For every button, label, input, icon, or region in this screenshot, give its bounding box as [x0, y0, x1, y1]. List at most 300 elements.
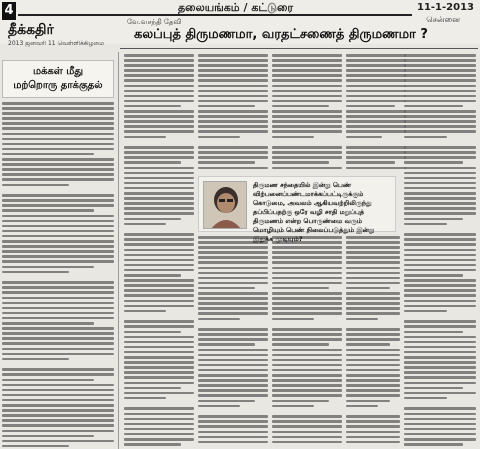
text-line — [198, 251, 268, 254]
text-line — [272, 146, 342, 149]
text-line — [124, 320, 194, 323]
text-line — [346, 161, 395, 164]
text-line — [346, 364, 400, 367]
text-line — [198, 312, 268, 315]
text-line — [198, 307, 268, 310]
text-line — [272, 115, 342, 118]
text-line — [404, 407, 476, 410]
text-line — [124, 223, 166, 226]
text-line — [2, 194, 114, 197]
text-line — [2, 419, 114, 422]
text-line — [272, 400, 329, 403]
text-line — [346, 379, 400, 382]
text-line — [2, 317, 114, 320]
text-line — [272, 405, 314, 408]
text-line — [124, 305, 194, 308]
text-line — [272, 64, 342, 67]
text-line — [2, 307, 114, 310]
text-line — [404, 69, 476, 72]
article-column-3-bottom-text — [272, 236, 342, 443]
text-line — [404, 443, 463, 446]
text-line — [346, 115, 406, 118]
text-line — [272, 95, 342, 98]
text-line — [272, 410, 342, 413]
text-line — [404, 428, 476, 431]
text-line — [404, 223, 447, 226]
text-line — [404, 346, 476, 349]
text-line — [346, 130, 406, 133]
text-line — [404, 151, 476, 154]
text-line — [404, 79, 476, 82]
article-column-4-bottom — [346, 236, 400, 449]
text-line — [404, 254, 476, 257]
text-line — [124, 243, 194, 246]
text-line — [124, 418, 194, 421]
text-line — [198, 272, 268, 275]
text-line — [124, 443, 181, 446]
text-line — [198, 343, 255, 346]
text-line — [346, 338, 400, 341]
text-line — [124, 182, 194, 185]
text-line — [272, 359, 342, 362]
text-line — [272, 369, 342, 372]
text-line — [272, 167, 342, 170]
text-line — [124, 95, 194, 98]
text-line — [346, 167, 406, 170]
text-line — [346, 394, 400, 397]
text-line — [272, 394, 342, 397]
text-line — [2, 220, 114, 223]
text-line — [124, 64, 194, 67]
text-line — [2, 430, 114, 433]
text-line — [404, 274, 463, 277]
text-line — [124, 105, 181, 108]
headline-rule — [120, 48, 478, 49]
text-line — [2, 337, 114, 340]
editorial-headline-line-2: மற்றொரு தாக்குதல் — [13, 80, 103, 91]
text-line — [404, 218, 463, 221]
text-line — [124, 151, 194, 154]
text-line — [124, 438, 194, 441]
text-line — [346, 272, 400, 275]
text-line — [124, 85, 194, 88]
text-line — [404, 95, 476, 98]
text-line — [2, 215, 114, 218]
text-line — [272, 425, 342, 428]
text-line — [404, 305, 476, 308]
text-line — [404, 320, 476, 323]
text-line — [198, 110, 268, 113]
editorial-column — [2, 60, 114, 449]
text-line — [124, 120, 194, 123]
text-line — [2, 240, 114, 243]
text-line — [124, 315, 194, 318]
text-line — [124, 202, 194, 205]
text-line — [2, 107, 114, 110]
text-line — [404, 341, 476, 344]
text-line — [272, 105, 329, 108]
text-line — [404, 331, 463, 334]
text-line — [2, 204, 114, 207]
text-line — [198, 441, 268, 444]
text-line — [198, 431, 268, 434]
text-line — [404, 315, 476, 318]
editorial-headline — [2, 60, 114, 98]
text-line — [346, 64, 406, 67]
pull-quote-text: திருமண சந்தையில் இன்று பெண் விற்பனைப்பண்டமாக்கப்பட்டிருக்கும் கொடுமை, அவலம் ஆகியவற்றிலிருந்து தப்பிப்பதற்கு ஒரே வழி சாதி மறுப்புத் திருமணம் என்ற பொருண்மை வரும் மொழியும் பெண் நிலைப்படுத்தும் இன்று இதுக்க முடியும்? — [253, 181, 375, 243]
text-line — [404, 289, 476, 292]
text-line — [2, 133, 114, 136]
text-line — [346, 307, 400, 310]
text-line — [404, 382, 476, 385]
page-header — [0, 0, 480, 47]
text-line — [272, 307, 342, 310]
text-line — [198, 400, 255, 403]
text-line — [124, 366, 194, 369]
text-line — [404, 64, 476, 67]
text-line — [404, 141, 476, 144]
text-line — [124, 197, 194, 200]
text-line — [2, 189, 114, 192]
text-line — [124, 274, 181, 277]
text-line — [2, 153, 94, 156]
text-line — [124, 156, 194, 159]
text-line — [272, 267, 342, 270]
text-line — [2, 143, 114, 146]
author-photo — [203, 181, 247, 229]
text-line — [124, 207, 194, 210]
text-line — [124, 233, 194, 236]
text-line — [272, 415, 342, 418]
text-line — [346, 261, 400, 264]
text-line — [346, 85, 406, 88]
text-line — [272, 79, 342, 82]
text-line — [404, 264, 476, 267]
text-line — [124, 428, 194, 431]
text-line — [404, 371, 476, 374]
text-line — [2, 271, 69, 274]
text-line — [2, 112, 114, 115]
text-line — [346, 441, 400, 444]
text-line — [404, 115, 476, 118]
text-line — [2, 260, 114, 263]
text-line — [2, 102, 114, 105]
text-line — [198, 115, 268, 118]
text-line — [272, 297, 342, 300]
text-line — [346, 369, 400, 372]
text-line — [124, 336, 194, 339]
issue-date: 11-1-2013 — [416, 2, 474, 13]
text-line — [198, 420, 268, 423]
text-line — [124, 331, 181, 334]
text-line — [124, 59, 194, 62]
text-line — [124, 125, 194, 128]
text-line — [346, 110, 406, 113]
text-line — [124, 346, 194, 349]
text-line — [404, 90, 476, 93]
text-line — [124, 69, 194, 72]
text-line — [272, 318, 314, 321]
text-line — [404, 125, 476, 128]
text-line — [346, 90, 406, 93]
text-line — [124, 136, 166, 139]
text-line — [346, 287, 390, 290]
masthead-subline: 2013 ஜனவரி 11 வெள்ளிக்கிழமை — [8, 40, 105, 47]
text-line — [124, 115, 194, 118]
text-line — [272, 85, 342, 88]
text-line — [2, 373, 114, 376]
article-column-1 — [124, 54, 194, 449]
text-line — [2, 440, 114, 443]
text-line — [198, 287, 255, 290]
article-column-5-text — [404, 54, 476, 446]
text-line — [272, 256, 342, 259]
text-line — [124, 146, 194, 149]
text-line — [346, 256, 400, 259]
pull-quote-box — [198, 176, 396, 243]
text-line — [272, 349, 342, 352]
text-line — [272, 364, 342, 367]
text-line — [198, 141, 268, 144]
text-line — [346, 420, 400, 423]
article-column-2-top — [198, 54, 268, 174]
text-line — [198, 349, 268, 352]
text-line — [346, 146, 406, 149]
text-line — [124, 284, 194, 287]
text-line — [198, 261, 268, 264]
text-line — [2, 184, 69, 187]
text-line — [198, 74, 268, 77]
text-line — [124, 289, 194, 292]
text-line — [404, 172, 476, 175]
text-line — [198, 161, 255, 164]
text-line — [346, 79, 406, 82]
text-line — [272, 90, 342, 93]
text-line — [2, 291, 114, 294]
text-line — [124, 269, 194, 272]
text-line — [124, 254, 194, 257]
text-line — [124, 187, 194, 190]
text-line — [272, 333, 342, 336]
text-line — [346, 436, 400, 439]
text-line — [404, 85, 476, 88]
text-line — [2, 138, 114, 141]
text-line — [198, 130, 268, 133]
text-line — [346, 246, 400, 249]
article-column-2-bottom — [198, 236, 268, 449]
text-line — [272, 100, 342, 103]
text-line — [2, 358, 69, 361]
text-line — [198, 359, 268, 362]
text-line — [272, 338, 342, 341]
text-line — [346, 141, 406, 144]
text-line — [124, 376, 194, 379]
text-line — [404, 243, 476, 246]
article-column-2-top-text — [198, 54, 268, 169]
text-line — [198, 379, 268, 382]
text-line — [2, 302, 114, 305]
text-line — [198, 436, 268, 439]
text-line — [198, 374, 268, 377]
text-line — [198, 100, 268, 103]
text-line — [2, 173, 114, 176]
text-line — [404, 387, 463, 390]
article-column-3-top — [272, 54, 342, 174]
text-line — [198, 410, 268, 413]
article-column-3-bottom — [272, 236, 342, 449]
text-line — [404, 110, 476, 113]
text-line — [272, 374, 342, 377]
editorial-headline-line-1: மக்கள் மீது — [32, 66, 84, 77]
text-line — [198, 69, 268, 72]
text-line — [124, 279, 194, 282]
text-line — [2, 312, 114, 315]
text-line — [346, 151, 406, 154]
text-line — [346, 425, 400, 428]
text-line — [2, 122, 114, 125]
text-line — [198, 302, 268, 305]
text-line — [2, 435, 94, 438]
text-line — [2, 399, 114, 402]
text-line — [198, 85, 268, 88]
text-line — [2, 281, 114, 284]
text-line — [124, 387, 181, 390]
text-line — [198, 64, 268, 67]
text-line — [2, 342, 114, 345]
text-line — [404, 105, 463, 108]
text-line — [2, 322, 94, 325]
text-line — [272, 141, 342, 144]
text-line — [404, 207, 476, 210]
text-line — [346, 354, 400, 357]
text-line — [346, 282, 400, 285]
text-line — [124, 54, 194, 57]
text-line — [2, 384, 114, 387]
text-line — [404, 325, 476, 328]
text-line — [198, 394, 268, 397]
text-line — [346, 59, 406, 62]
text-line — [198, 354, 268, 357]
text-line — [124, 325, 194, 328]
text-line — [124, 212, 194, 215]
text-line — [272, 125, 342, 128]
text-line — [2, 148, 114, 151]
text-line — [2, 178, 114, 181]
text-line — [272, 323, 342, 326]
text-line — [272, 161, 329, 164]
text-line — [346, 400, 390, 403]
text-line — [346, 251, 400, 254]
text-line — [346, 69, 406, 72]
text-line — [198, 405, 240, 408]
text-line — [404, 423, 476, 426]
text-line — [272, 436, 342, 439]
text-line — [198, 105, 255, 108]
text-line — [404, 212, 476, 215]
text-line — [272, 328, 342, 331]
text-line — [404, 74, 476, 77]
text-line — [124, 74, 194, 77]
text-line — [124, 397, 166, 400]
text-line — [124, 249, 194, 252]
article-byline: வே.வசந்தி தேவி — [127, 18, 182, 26]
text-line — [346, 54, 406, 57]
text-line — [272, 441, 342, 444]
text-line — [2, 297, 114, 300]
text-line — [124, 392, 194, 395]
text-line — [346, 267, 400, 270]
text-line — [2, 363, 114, 366]
text-line — [404, 418, 476, 421]
text-line — [2, 332, 114, 335]
text-line — [124, 100, 194, 103]
text-line — [198, 120, 268, 123]
text-line — [272, 136, 314, 139]
text-line — [2, 445, 69, 448]
text-line — [272, 379, 342, 382]
text-line — [346, 292, 400, 295]
text-line — [198, 384, 268, 387]
text-line — [404, 187, 476, 190]
text-line — [124, 356, 194, 359]
text-line — [124, 238, 194, 241]
text-line — [124, 382, 194, 385]
text-line — [272, 384, 342, 387]
article-headline: கலப்புத் திருமணமா, வரதட்சணைத் திருமணமா ? — [134, 27, 428, 42]
text-line — [124, 192, 194, 195]
text-line — [404, 197, 476, 200]
text-line — [272, 59, 342, 62]
text-line — [404, 310, 447, 313]
text-line — [124, 402, 194, 405]
text-line — [2, 424, 114, 427]
text-line — [198, 389, 268, 392]
text-line — [404, 433, 476, 436]
text-line — [198, 318, 240, 321]
editorial-body-text — [2, 102, 114, 449]
text-line — [198, 59, 268, 62]
text-line — [272, 130, 342, 133]
text-line — [198, 328, 268, 331]
text-line — [272, 272, 342, 275]
text-line — [346, 277, 400, 280]
text-line — [2, 235, 114, 238]
text-line — [404, 366, 476, 369]
text-line — [404, 161, 463, 164]
text-line — [2, 276, 114, 279]
text-line — [346, 323, 400, 326]
text-line — [404, 130, 476, 133]
text-line — [2, 209, 94, 212]
text-line — [2, 163, 114, 166]
text-line — [272, 261, 342, 264]
text-line — [2, 389, 114, 392]
text-line — [404, 136, 447, 139]
text-line — [124, 130, 194, 133]
text-line — [404, 284, 476, 287]
text-line — [272, 110, 342, 113]
text-line — [404, 228, 476, 231]
text-line — [2, 127, 114, 130]
text-line — [404, 100, 476, 103]
text-line — [346, 297, 400, 300]
text-line — [346, 156, 406, 159]
text-line — [346, 312, 400, 315]
text-line — [404, 54, 476, 57]
text-line — [124, 433, 194, 436]
text-line — [198, 338, 268, 341]
text-line — [272, 312, 342, 315]
